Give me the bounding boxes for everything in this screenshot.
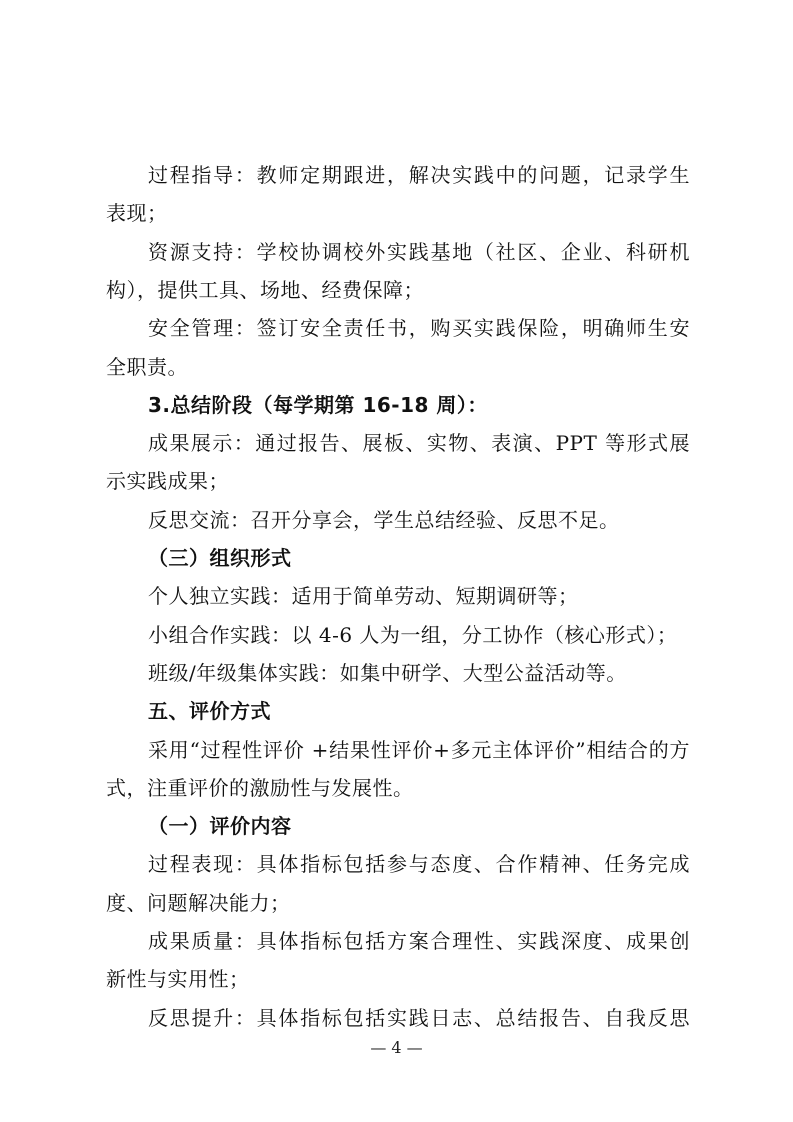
- paragraph-result-quality-cont: 新性与实用性；: [106, 967, 250, 991]
- page-number: — 4 —: [370, 1038, 423, 1057]
- paragraph-result-display: 成果展示：通过报告、展板、实物、表演、PPT 等形式展: [148, 431, 690, 455]
- paragraph-reflection-improvement: 反思提升：具体指标包括实践日志、总结报告、自我反思: [148, 1006, 690, 1030]
- paragraph-process-guidance: 过程指导：教师定期跟进，解决实践中的问题，记录学生: [148, 163, 690, 187]
- paragraph-individual-practice: 个人独立实践：适用于简单劳动、短期调研等；: [148, 584, 579, 608]
- paragraph-process-performance-cont: 度、问题解决能力；: [106, 891, 291, 915]
- paragraph-safety-management-cont: 全职责。: [106, 355, 188, 379]
- paragraph-group-practice: 小组合作实践：以 4-6 人为一组，分工协作（核心形式）；: [148, 623, 678, 647]
- paragraph-result-display-cont: 示实践成果；: [106, 469, 229, 493]
- paragraph-process-performance: 过程表现：具体指标包括参与态度、合作精神、任务完成: [148, 852, 690, 876]
- paragraph-evaluation-approach: 采用“过程性评价 +结果性评价+多元主体评价”相结合的方: [148, 738, 690, 762]
- heading-evaluation-content: （一）评价内容: [148, 814, 292, 838]
- paragraph-resource-support: 资源支持：学校协调校外实践基地（社区、企业、科研机: [148, 240, 690, 264]
- paragraph-result-quality: 成果质量：具体指标包括方案合理性、实践深度、成果创: [148, 929, 690, 953]
- paragraph-resource-support-cont: 构），提供工具、场地、经费保障；: [106, 278, 424, 302]
- paragraph-reflection-exchange: 反思交流：召开分享会，学生总结经验、反思不足。: [148, 508, 620, 532]
- heading-summary-stage: 3.总结阶段（每学期第 16-18 周）：: [148, 393, 488, 417]
- paragraph-process-guidance-cont: 表现；: [106, 201, 168, 225]
- heading-evaluation-method: 五、评价方式: [148, 699, 271, 723]
- paragraph-collective-practice: 班级/年级集体实践：如集中研学、大型公益活动等。: [148, 661, 627, 685]
- heading-organization-form: （三）组织形式: [148, 546, 292, 570]
- paragraph-evaluation-approach-cont: 式，注重评价的激励性与发展性。: [106, 776, 414, 800]
- paragraph-safety-management: 安全管理：签订安全责任书，购买实践保险，明确师生安: [148, 316, 690, 340]
